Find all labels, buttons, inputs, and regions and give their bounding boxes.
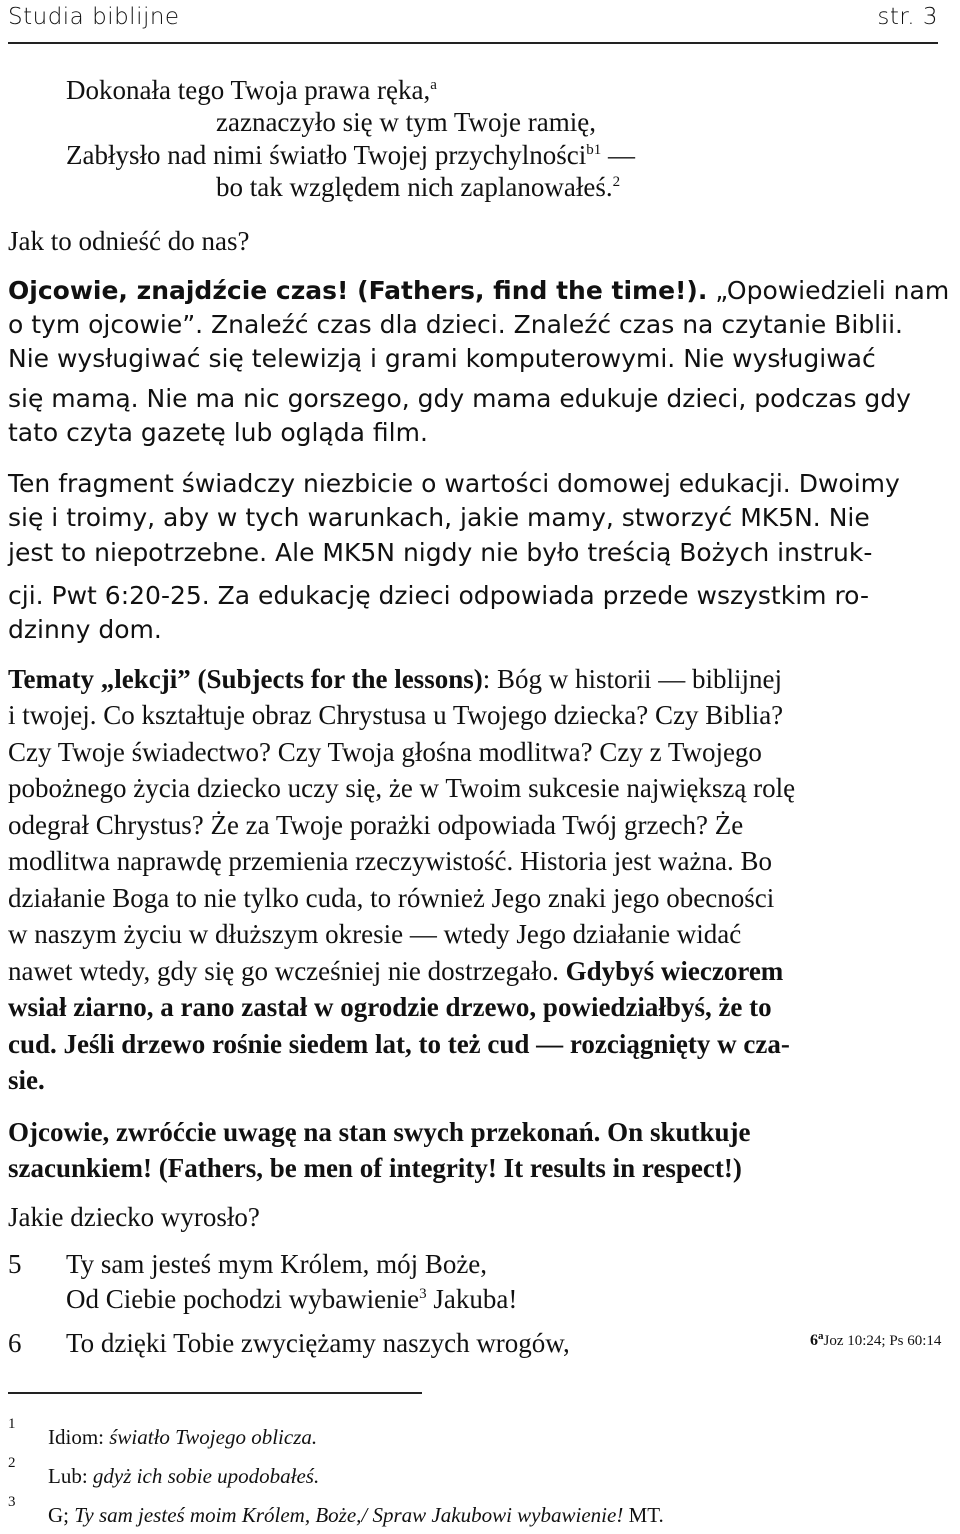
- section1-heading: Ojcowie, znajdźcie czas! (Fathers, find the time!).: [8, 276, 708, 305]
- poem-line-3-text: Zabłysło nad nimi światło Twojej przychylności: [66, 140, 587, 170]
- section3-line-12: sie.: [8, 1065, 45, 1095]
- footnote-1-text: światło Twojego oblicza.: [109, 1425, 318, 1449]
- section3-line-9-text: nawet wtedy, gdy się go wcześniej nie dostrzegało.: [8, 956, 559, 986]
- section3-line-3: Czy Twoje świadectwo? Czy Twoja głośna modlitwa? Czy z Twojego: [8, 737, 762, 767]
- section3-line-5: odegrał Chrystus? Że za Twoje porażki odpowiada Twój grzech? Że: [8, 810, 744, 840]
- footnote-3-number: 3: [8, 1494, 16, 1510]
- section2-line-2: się i troimy, aby w tych warunkach, jakie mamy, stworzyć MK5N. Nie: [8, 503, 870, 532]
- section2-line-3: jest to niepotrzebne. Ale MK5N nigdy nie było treścią Bożych instruk-: [8, 538, 873, 567]
- poem-line-3: [66, 139, 635, 171]
- cross-reference-text: Joz 10:24; Ps 60:14: [823, 1333, 942, 1349]
- footnote-separator: [8, 1392, 422, 1394]
- cross-reference-verse: 6: [810, 1332, 818, 1349]
- poem-dash: —: [601, 140, 636, 170]
- poem-line-1-text: Dokonała tego Twoja prawa ręka,: [66, 75, 431, 105]
- section2-line-1: Ten fragment świadczy niezbicie o wartości domowej edukacji. Dwoimy: [8, 469, 900, 498]
- section3-line-11: cud. Jeśli drzewo rośnie siedem lat, to też cud — rozciągnięty w cza-: [8, 1029, 790, 1059]
- section1-line-1: [8, 276, 949, 305]
- section3-line-1: [8, 664, 782, 695]
- footnote-1: [48, 1425, 317, 1450]
- verse-number-6: 6: [8, 1328, 22, 1358]
- verse6-line-1: To dzięki Tobie zwyciężamy naszych wrogów,: [66, 1328, 570, 1358]
- section3-line-8: w naszym życiu w dłuższym okresie — wtedy Jego działanie widać: [8, 919, 742, 949]
- verse5-line-2-text: Od Ciebie pochodzi wybawienie: [66, 1284, 420, 1314]
- section3-line-10: wsiał ziarno, a rano zastał w ogrodzie drzewo, powiedziałbyś, że to: [8, 992, 772, 1022]
- question-heading-2: Jakie dziecko wyrosło?: [8, 1202, 260, 1232]
- question-heading-1: Jak to odnieść do nas?: [8, 226, 250, 256]
- page-number: str. 3: [877, 4, 938, 30]
- section1-line-3: Nie wysługiwać się telewizją i grami komputerowymi. Nie wysługiwać: [8, 344, 876, 373]
- poem-line-2: zaznaczyło się w tym Twoje ramię,: [216, 107, 596, 137]
- footnote-ref-2: 2: [612, 174, 621, 190]
- section3-line-6: modlitwa naprawdę przemienia rzeczywistość. Historia jest ważna. Bo: [8, 846, 772, 876]
- footnote-ref-b1: b1: [586, 142, 602, 158]
- footnote-ref-3: 3: [419, 1286, 427, 1302]
- footnote-3-end: MT.: [623, 1503, 664, 1527]
- section3-line-1-rest: : Bóg w historii — biblijnej: [482, 664, 782, 694]
- section3-line-2: i twojej. Co kształtuje obraz Chrystusa u Twojego dziecka? Czy Biblia?: [8, 700, 784, 730]
- section1-line-2: o tym ojcowie”. Znaleźć czas dla dzieci. Znaleźć czas na czytanie Biblii.: [8, 310, 903, 339]
- running-title: Studia biblijne: [8, 4, 180, 30]
- verse5-line-2: [66, 1284, 517, 1315]
- section2-line-5: dzinny dom.: [8, 615, 162, 644]
- section3-line-7: działanie Boga to nie tylko cuda, to również Jego znaki jego obecności: [8, 883, 775, 913]
- poem-line-4: [216, 171, 620, 203]
- footnote-ref-a: a: [430, 77, 437, 93]
- poem-line-1: [66, 74, 437, 106]
- footnote-2-label: Lub:: [48, 1464, 93, 1488]
- footnote-3: [48, 1503, 664, 1528]
- section3-line-9-bold: Gdybyś wieczorem: [558, 956, 784, 986]
- cross-reference-note: [810, 1330, 941, 1350]
- section1-line-1-rest: „Opowiedzieli nam: [707, 276, 950, 305]
- section3-line-4: pobożnego życia dziecko uczy się, że w Twoim sukcesie największą rolę: [8, 773, 796, 803]
- footnote-2-text: gdyż ich sobie upodobałeś.: [92, 1464, 320, 1488]
- footnote-3-text: Ty sam jesteś moim Królem, Boże,/ Spraw Jakubowi wybawienie!: [74, 1503, 624, 1527]
- cross-reference-letter: a: [818, 1330, 824, 1342]
- section4-line-1: Ojcowie, zwróćcie uwagę na stan swych przekonań. On skutkuje: [8, 1117, 751, 1147]
- footnote-2-number: 2: [8, 1455, 16, 1471]
- section3-heading: Tematy „lekcji” (Subjects for the lessons): [8, 664, 483, 694]
- verse-number-5: 5: [8, 1249, 22, 1279]
- footnote-1-label: Idiom:: [48, 1425, 110, 1449]
- section4-line-2: szacunkiem! (Fathers, be men of integrity! It results in respect!): [8, 1153, 742, 1183]
- section1-line-4: się mamą. Nie ma nic gorszego, gdy mama edukuje dzieci, podczas gdy: [8, 384, 911, 413]
- verse5-line-2-end: Jakuba!: [426, 1284, 518, 1314]
- page-header: [8, 0, 938, 44]
- section1-line-5: tato czyta gazetę lub ogląda film.: [8, 418, 428, 447]
- section2-line-4: cji. Pwt 6:20-25. Za edukację dzieci odpowiada przede wszystkim ro-: [8, 581, 869, 610]
- footnote-2: [48, 1464, 319, 1489]
- footnote-3-label: G;: [48, 1503, 75, 1527]
- footnote-1-number: 1: [8, 1416, 16, 1432]
- poem-line-4-text: bo tak względem nich zaplanowałeś.: [216, 172, 613, 202]
- verse5-line-1: Ty sam jesteś mym Królem, mój Boże,: [66, 1249, 488, 1279]
- section3-line-9: [8, 956, 783, 987]
